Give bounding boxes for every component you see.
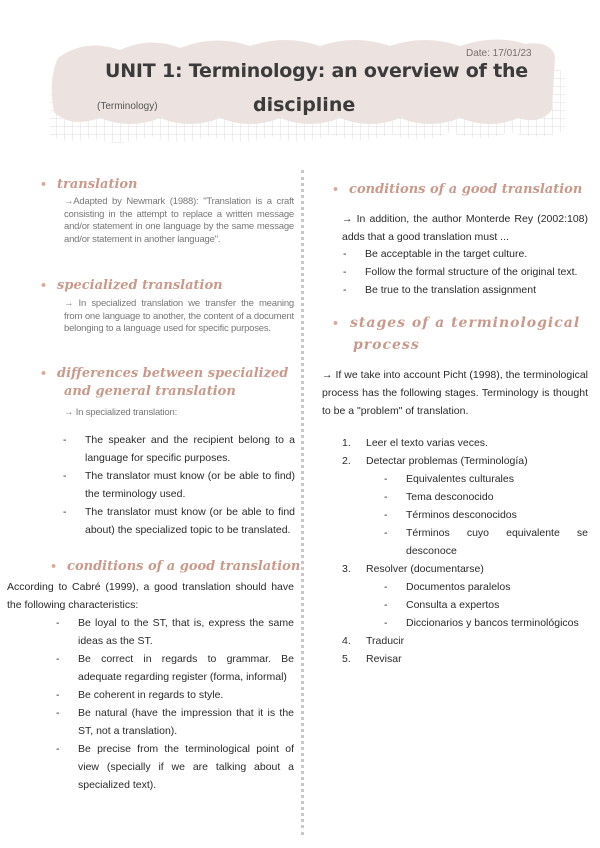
bullet-icon: • — [40, 367, 48, 380]
heading-differences-line2: and general translation — [64, 384, 236, 399]
list-item: - The translator must know (or be able to find) the terminology used. — [85, 467, 295, 503]
sub-item: - Consulta a expertos — [406, 596, 588, 614]
stage-item: 4. Traducir — [342, 635, 405, 647]
page-title-line2: discipline — [253, 94, 356, 116]
differences-list — [85, 431, 295, 539]
sub-item: - Diccionarios y bancos terminológicos — [406, 614, 588, 632]
conditions-list-right — [365, 245, 588, 299]
list-item: - Be correct in regards to grammar. Be adequate regarding register (forma, informal) — [78, 650, 294, 686]
list-item: - Be loyal to the ST, that is, express the same ideas as the ST. — [78, 614, 294, 650]
sub-item: - Equivalentes culturales — [406, 470, 588, 488]
stage-sublist — [406, 578, 588, 632]
heading-specialized-translation: • specialized translation — [40, 278, 223, 293]
bullet-icon: • — [40, 279, 48, 292]
list-item: - Be acceptable in the target culture. — [365, 245, 588, 263]
stages-list — [342, 434, 588, 668]
stage-item: 2. Detectar problemas (Terminología) — [342, 455, 528, 467]
differences-intro: → In specialized translation: — [64, 407, 178, 418]
heading-differences: • differences between specialized — [40, 366, 289, 381]
sub-item: - Términos desconocidos — [406, 506, 588, 524]
list-item: - The translator must know (or be able to find about) the specialized topic to be translated. — [85, 503, 295, 539]
conditions-list-left — [78, 614, 294, 794]
sub-item: - Términos cuyo equivalente se desconoce — [406, 524, 588, 560]
stage-sublist — [406, 470, 588, 560]
date-label: Date: 17/01/23 — [466, 48, 532, 59]
list-item: - Be true to the translation assignment — [365, 281, 588, 299]
heading-stages: • stages of a terminological — [332, 315, 581, 331]
list-item: - The speaker and the recipient belong to a language for specific purposes. — [85, 431, 295, 467]
heading-conditions-right: • conditions of a good translation — [332, 182, 583, 197]
translation-definition: →Adapted by Newmark (1988): "Translation is a craft consisting in the attempt to replace a written message and/or statement in one language by the same message and/or statement in another language". — [64, 196, 294, 245]
heading-translation: • translation — [40, 177, 138, 192]
page-title: UNIT 1: Terminology: an overview of the — [105, 60, 528, 82]
conditions-intro-right: → In addition, the author Monterde Rey (2002:108) adds that a good translation must ... — [342, 213, 588, 243]
sub-item: - Tema desconocido — [406, 488, 588, 506]
stage-item: 5. Revisar — [342, 653, 402, 665]
sub-item: - Documentos paralelos — [406, 578, 588, 596]
stages-intro: → If we take into account Picht (1998), the terminological process has the following stages. Terminology is thought to be a "problem" of translation. — [322, 369, 588, 417]
heading-conditions-left: • conditions of a good translation — [50, 559, 301, 574]
list-item: - Be coherent in regards to style. — [78, 686, 294, 704]
heading-stages-line2: process — [353, 337, 420, 353]
stage-item: 3. Resolver (documentarse) — [342, 563, 484, 575]
list-item: - Be natural (have the impression that it is the ST, not a translation). — [78, 704, 294, 740]
column-divider — [301, 170, 304, 835]
specialized-definition: → In specialized translation we transfer the meaning from one language to another, the content of a document belonging to a language used for specific purposes. — [64, 298, 294, 334]
bullet-icon: • — [332, 183, 340, 196]
conditions-intro-left: According to Cabré (1999), a good translation should have the following characteristics: — [7, 581, 294, 611]
bullet-icon: • — [332, 317, 341, 330]
list-item: - Be precise from the terminological point of view (specially if we are talking about a specialized text). — [78, 740, 294, 794]
list-item: - Follow the formal structure of the original text. — [365, 263, 588, 281]
stage-item: 1. Leer el texto varias veces. — [342, 437, 488, 449]
bullet-icon: • — [50, 560, 58, 573]
bullet-icon: • — [40, 178, 48, 191]
page-subtitle: (Terminology) — [97, 101, 158, 112]
